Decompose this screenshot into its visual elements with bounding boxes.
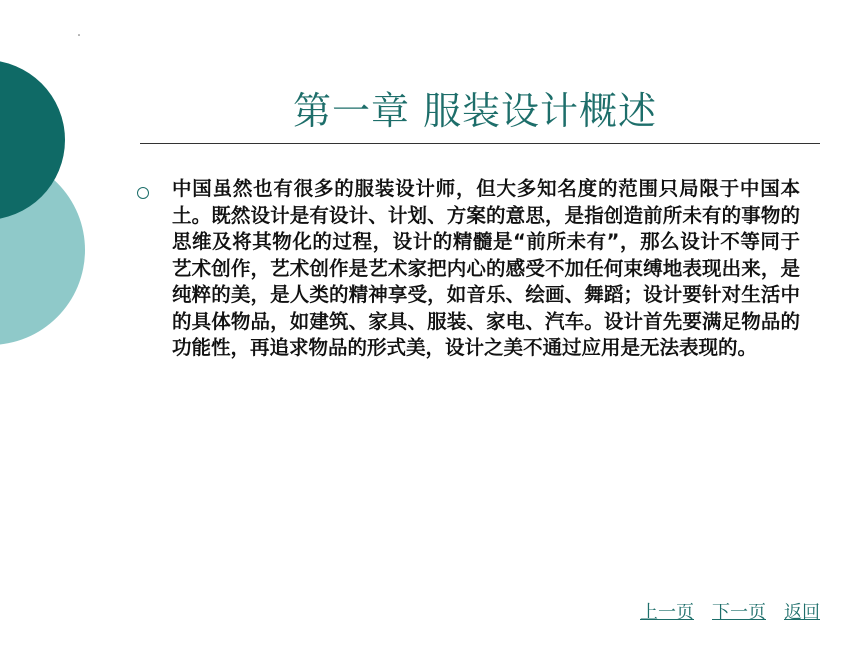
dot-mark [78, 34, 80, 36]
prev-page-link[interactable]: 上一页 [640, 602, 694, 623]
decorative-circles [0, 0, 120, 360]
page-navigation [640, 598, 820, 624]
bullet-circle-icon [137, 187, 149, 199]
slide-title: 第一章 服装设计概述 [292, 89, 658, 133]
back-link[interactable]: 返回 [784, 602, 820, 623]
next-page-link[interactable]: 下一页 [712, 602, 766, 623]
slide-body-text: 中国虽然也有很多的服装设计师，但大多知名度的范围只局限于中国本土。既然设计是有设计、计划、方案的意思，是指创造前所未有的事物的思维及将其物化的过程，设计的精髓是“前所未有”，那么设计不等同于艺术创作，艺术创作是艺术家把内心的感受不加任何束缚地表现出来，是纯粹的美，是人类的精神享受，如音乐、绘画、舞蹈；设计要针对生活中的具体物品，如建筑、家具、服装、家电、汽车。设计首先要满足物品的功能性，再追求物品的形式美，设计之美不通过应用是无法表现的。 [172, 177, 800, 359]
title-divider [140, 143, 820, 144]
